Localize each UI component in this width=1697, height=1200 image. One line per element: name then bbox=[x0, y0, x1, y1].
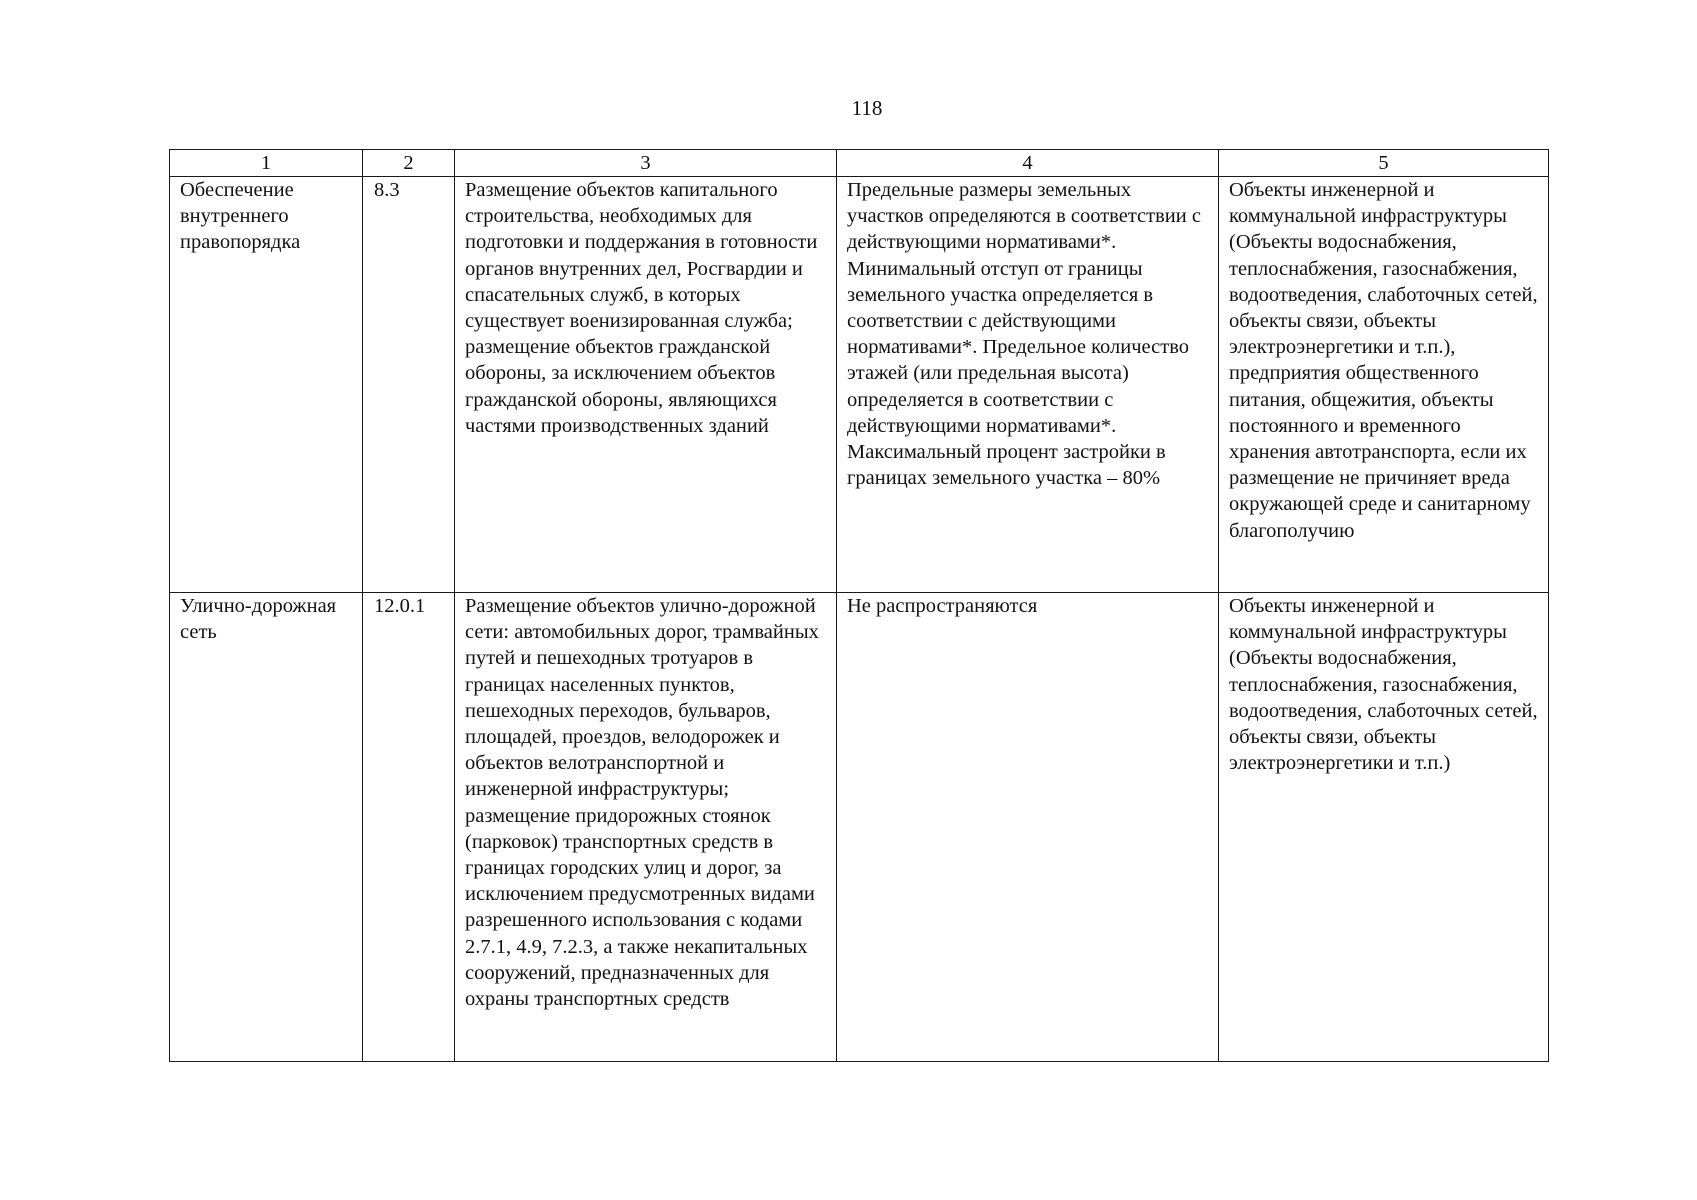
use-code-cell bbox=[363, 177, 455, 593]
parameters: Предельные размеры земельных участков определяются в соответствии с действующими нормативами*. Минимальный отступ от границы земельного участка определяется в соответствии с действующими нормативами*. Предельное количество этажей (или предельная высота) определяется в соответствии с действующими нормативами*. Максимальный процент застройки в границах земельного участка – 80% bbox=[847, 179, 1201, 490]
table-row bbox=[170, 593, 1549, 1062]
table-row bbox=[170, 177, 1549, 593]
auxiliary-uses: Объекты инженерной и коммунальной инфраструктуры (Объекты водоснабжения, теплоснабжения, газоснабжения, водоотведения, слаботочных сетей, объекты связи, объекты электроэнергетики и т.п.), предприятия общественного питания, общежития, объекты постоянного и временного хранения автотранспорта, если их размещение не причиняет вреда окружающей среде и санитарному благополучию bbox=[1229, 179, 1538, 542]
auxiliary-uses: Объекты инженерной и коммунальной инфраструктуры (Объекты водоснабжения, теплоснабжения, газоснабжения, водоотведения, слаботочных сетей, объекты связи, объекты электроэнергетики и т.п.) bbox=[1229, 595, 1538, 775]
use-description-cell bbox=[455, 177, 837, 593]
use-name-cell bbox=[170, 593, 363, 1062]
use-code: 8.3 bbox=[374, 179, 400, 201]
use-name-cell bbox=[170, 177, 363, 593]
page-number: 118 bbox=[851, 96, 883, 120]
column-header: 4 bbox=[837, 150, 1219, 177]
parameters: Не распространяются bbox=[847, 595, 1038, 617]
table-header-row bbox=[170, 150, 1549, 177]
column-header: 1 bbox=[170, 150, 363, 177]
use-description: Размещение объектов улично-дорожной сети: автомобильных дорог, трамвайных путей и пешеходных тротуаров в границах населенных пунктов, пешеходных переходов, бульваров, площадей, проездов, велодорожек и объектов велотранспортной и инженерной инфраструктуры; размещение придорожных стоянок (парковок) транспортных средств в границах городских улиц и дорог, за исключением предусмотренных видами разрешенного использования с кодами 2.7.1, 4.9, 7.2.3, а также некапитальных сооружений, предназначенных для охраны транспортных средств bbox=[465, 595, 819, 1011]
use-name: Обеспечение внутреннего правопорядка bbox=[180, 179, 301, 254]
land-use-table bbox=[169, 149, 1549, 1062]
column-header: 2 bbox=[363, 150, 455, 177]
column-header: 3 bbox=[455, 150, 837, 177]
use-name: Улично-дорожная сеть bbox=[180, 595, 337, 644]
parameters-cell bbox=[837, 177, 1219, 593]
use-code-cell bbox=[363, 593, 455, 1062]
parameters-cell bbox=[837, 593, 1219, 1062]
use-code: 12.0.1 bbox=[374, 595, 426, 617]
use-description: Размещение объектов капитального строительства, необходимых для подготовки и поддержания в готовности органов внутренних дел, Росгвардии и спасательных служб, в которых существует военизированная служба; размещение объектов гражданской обороны, за исключением объектов гражданской обороны, являющихся частями производственных зданий bbox=[465, 179, 818, 437]
use-description-cell bbox=[455, 593, 837, 1062]
column-header: 5 bbox=[1219, 150, 1549, 177]
auxiliary-uses-cell bbox=[1219, 593, 1549, 1062]
auxiliary-uses-cell bbox=[1219, 177, 1549, 593]
